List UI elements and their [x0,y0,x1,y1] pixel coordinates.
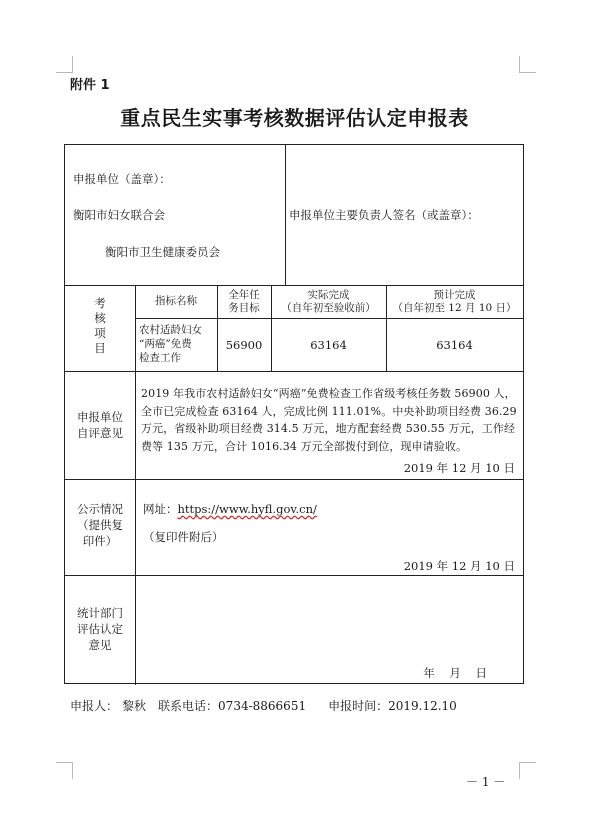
rule-after-self-eval [65,479,523,480]
rule-after-publicity [65,575,523,576]
applicant-unit-health-commission: 衡阳市卫生健康委员会 [105,245,220,259]
website-link[interactable]: https://www.hyfl.gov.cn/ [177,502,317,516]
self-evaluation-text: 2019 年我市农村适龄妇女“两癌”免费检查工作省级考核任务数 56900 人，全市已完成检查 63164 人，完成比例 111.01%。中央补助项目经费 36.29 万元，省级补助项目经费 314.5 万元，地方配套经费 530.55 万元，工作经费等 135 万元，合计 1016.34 万元全部拨付到位，现申请验收。 [141,387,517,453]
page-title: 重点民生实事考核数据评估认定申报表 [120,106,469,130]
phone-number: 0734-8866651 [218,699,307,713]
publicity-copy-note: （复印件附后） [143,530,224,544]
applicant-unit-label: 申报单位（盖章）： [73,172,171,186]
cell-annual-target: 56900 [225,338,263,352]
self-evaluation-date: 2019 年 12 月 10 日 [403,461,515,475]
publicity-label: 公示情况 （提供复 印件） [77,502,123,548]
cell-expected-completion: 63164 [436,338,473,352]
crop-mark-bottom-right [519,762,536,779]
attachment-label: 附件 1 [70,78,110,93]
rule-after-header [135,318,523,319]
application-form [64,144,524,684]
website-prefix: 网址： [143,502,178,516]
header-actual-completion: 实际完成 （自年初至验收前） [281,289,376,314]
header-indicator-name: 指标名称 [155,295,197,307]
report-date: 2019.12.10 [388,699,457,713]
statistics-label: 统计部门 评估认定 意见 [77,606,123,652]
applicant-unit-women-federation: 衡阳市妇女联合会 [73,208,165,222]
footer-info [70,697,461,714]
reporter-label: 申报人： [70,699,119,713]
header-expected-completion: 预计完成 （自年初至 12 月 10 日） [392,289,517,314]
crop-mark-bottom-left [56,762,73,779]
rule-after-assessment [65,371,523,372]
statistics-date: 年 月 日 [423,666,487,680]
assessment-row-label: 考 核 项 目 [94,296,106,355]
rule-after-unit [65,285,523,286]
header-annual-target: 全年任 务目标 [228,289,260,314]
reporter-name: 黎秋 [122,699,147,713]
report-date-label: 申报时间： [328,699,389,713]
publicity-website-line [143,501,317,517]
divider-unit-signature [285,145,286,285]
signature-label: 申报单位主要负责人签名（或盖章）： [289,208,479,222]
cell-indicator-name: 农村适龄妇女 “两癌”免费 检查工作 [139,324,202,364]
self-evaluation-label: 申报单位 自评意见 [77,410,123,440]
crop-mark-top-left [56,56,73,73]
page-number: － 1 － [466,775,506,789]
cell-actual-completion: 63164 [310,338,347,352]
phone-label: 联系电话： [158,699,219,713]
divider-label-column [135,285,136,685]
crop-mark-top-right [519,56,536,73]
publicity-date: 2019 年 12 月 10 日 [403,559,515,573]
